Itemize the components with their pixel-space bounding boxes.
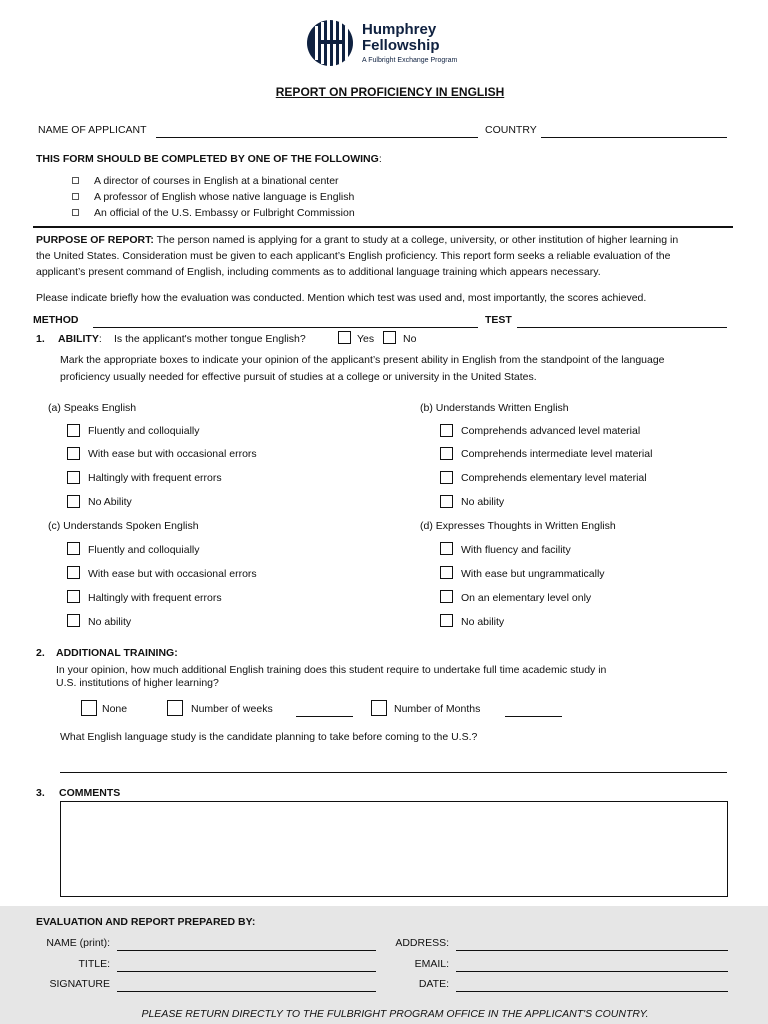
logo-line2: Fellowship [362,37,440,54]
expresses-option: With ease but ungrammatically [461,568,605,580]
mother-tongue-no-label: No [403,333,417,345]
comments-label: COMMENTS [59,787,121,799]
speaks-haltingly-checkbox[interactable] [67,471,80,484]
completer-item: An official of the U.S. Embassy or Fulbright Commission [94,207,355,219]
preparer-date-field[interactable] [456,979,728,992]
country-field[interactable] [541,125,727,138]
language-study-question: What English language study is the candidate planning to take before coming to the U.S.? [60,731,478,743]
method-label: METHOD [33,314,79,326]
spoken-haltingly-checkbox[interactable] [67,590,80,603]
test-label: TEST [485,314,512,326]
training-weeks-checkbox[interactable] [167,700,183,716]
written-option: No ability [461,496,505,508]
spoken-option: Haltingly with frequent errors [88,592,222,604]
ability-note-line2: proficiency usually needed for effective pursuit of studies at a college or university in the United States. [60,371,537,383]
spoken-ease-checkbox[interactable] [67,566,80,579]
written-no-ability-checkbox[interactable] [440,495,453,508]
mother-tongue-yes-checkbox[interactable] [338,331,351,344]
preparer-signature-label: SIGNATURE [49,978,110,990]
training-question [56,664,606,690]
ability-note-line1: Mark the appropriate boxes to indicate your opinion of the applicant’s present ability in English from the standpoint of the language [60,354,665,366]
training-months-checkbox[interactable] [371,700,387,716]
understands-spoken-title: (c) Understands Spoken English [48,520,199,532]
spoken-option: No ability [88,616,132,628]
preparer-name-field[interactable] [117,938,376,951]
language-study-field[interactable] [60,760,727,773]
preparer-date-label: DATE: [418,978,449,990]
training-months-label: Number of Months [394,703,481,715]
country-label: COUNTRY [485,124,537,136]
preparer-title-label: TITLE: [78,958,110,970]
completers-heading-text: THIS FORM SHOULD BE COMPLETED BY ONE OF THE FOLLOWING [36,153,379,165]
prepared-by-section [0,906,768,1024]
prepared-by-heading: EVALUATION AND REPORT PREPARED BY: [36,916,256,928]
training-months-field[interactable] [505,704,562,717]
purpose-line2: the United States. Consideration must be given to each applicant’s English proficiency. This report form seeks a reliable evaluation of the [36,250,671,262]
section-divider [33,226,733,228]
training-question-line2: U.S. institutions of higher learning? [56,677,219,689]
expresses-option: No ability [461,616,505,628]
completers-heading [36,152,382,166]
training-none-label: None [102,703,128,715]
evaluation-instruction: Please indicate briefly how the evaluation was conducted. Mention which test was used and, most importantly, the scores achieved. [36,292,647,304]
preparer-email-label: EMAIL: [414,958,449,970]
understands-written-title: (b) Understands Written English [420,402,569,414]
written-option: Comprehends elementary level material [461,472,647,484]
written-elementary-checkbox[interactable] [440,471,453,484]
bullet-square-icon [72,209,79,216]
completers-heading-colon: : [378,153,382,165]
purpose-paragraph [36,232,746,280]
speaks-fluently-checkbox[interactable] [67,424,80,437]
humphrey-emblem-icon [306,18,354,68]
expresses-option: On an elementary level only [461,592,592,604]
training-weeks-field[interactable] [296,704,353,717]
mother-tongue-question: Is the applicant's mother tongue English? [114,333,306,345]
preparer-name-label: NAME (print): [46,937,110,949]
mother-tongue-yes-label: Yes [357,333,375,345]
training-question-line1: In your opinion, how much additional English training does this student require to undertake full time academic study in [56,664,607,676]
spoken-option: With ease but with occasional errors [88,568,257,580]
training-weeks-label: Number of weeks [191,703,273,715]
ability-note [60,352,665,386]
speaks-option: Fluently and colloquially [88,425,200,437]
expresses-option: With fluency and facility [461,544,571,556]
written-option: Comprehends advanced level material [461,425,641,437]
purpose-label: PURPOSE OF REPORT: [36,234,154,246]
preparer-email-field[interactable] [456,959,728,972]
ability-label: ABILITY [58,333,99,345]
training-number: 2. [36,647,45,659]
speaks-ease-checkbox[interactable] [67,447,80,460]
speaks-option: Haltingly with frequent errors [88,472,222,484]
purpose-line3: applicant’s present command of English, including comments as to additional language training which appears necessary. [36,266,601,278]
written-advanced-checkbox[interactable] [440,424,453,437]
comments-textarea[interactable] [60,801,728,897]
preparer-title-field[interactable] [117,959,376,972]
preparer-signature-field[interactable] [117,979,376,992]
speaks-option: No Ability [88,496,132,508]
bullet-square-icon [72,177,79,184]
page-title: REPORT ON PROFICIENCY IN ENGLISH [275,85,505,99]
completer-item: A professor of English whose native language is English [94,191,355,203]
expresses-ease-checkbox[interactable] [440,566,453,579]
spoken-fluently-checkbox[interactable] [67,542,80,555]
completer-item: A director of courses in English at a binational center [94,175,339,187]
humphrey-logo [306,18,476,70]
expresses-thoughts-title: (d) Expresses Thoughts in Written English [420,520,616,532]
preparer-address-label: ADDRESS: [395,937,449,949]
ability-heading [58,332,102,346]
expresses-fluency-checkbox[interactable] [440,542,453,555]
spoken-no-ability-checkbox[interactable] [67,614,80,627]
purpose-line1: The person named is applying for a grant to study at a college, university, or other institution of higher learning in [153,234,679,246]
name-of-applicant-field[interactable] [156,125,478,138]
training-none-checkbox[interactable] [81,700,97,716]
logo-tagline: A Fulbright Exchange Program [362,57,458,64]
expresses-elementary-checkbox[interactable] [440,590,453,603]
expresses-no-ability-checkbox[interactable] [440,614,453,627]
ability-label-colon: : [98,333,102,345]
training-label: ADDITIONAL TRAINING: [56,647,178,659]
written-option: Comprehends intermediate level material [461,448,653,460]
mother-tongue-no-checkbox[interactable] [383,331,396,344]
written-intermediate-checkbox[interactable] [440,447,453,460]
return-instruction: PLEASE RETURN DIRECTLY TO THE FULBRIGHT PROGRAM OFFICE IN THE APPLICANT'S COUNTRY. [141,1008,649,1020]
spoken-option: Fluently and colloquially [88,544,200,556]
comments-number: 3. [36,787,45,799]
speaks-no-ability-checkbox[interactable] [67,495,80,508]
logo-line1: Humphrey [362,21,437,38]
speaks-english-title: (a) Speaks English [48,402,137,414]
ability-number: 1. [36,333,45,345]
name-of-applicant-label: NAME OF APPLICANT [38,124,147,136]
bullet-square-icon [72,193,79,200]
speaks-option: With ease but with occasional errors [88,448,257,460]
preparer-address-field[interactable] [456,938,728,951]
test-field[interactable] [517,315,727,328]
method-field[interactable] [93,315,478,328]
